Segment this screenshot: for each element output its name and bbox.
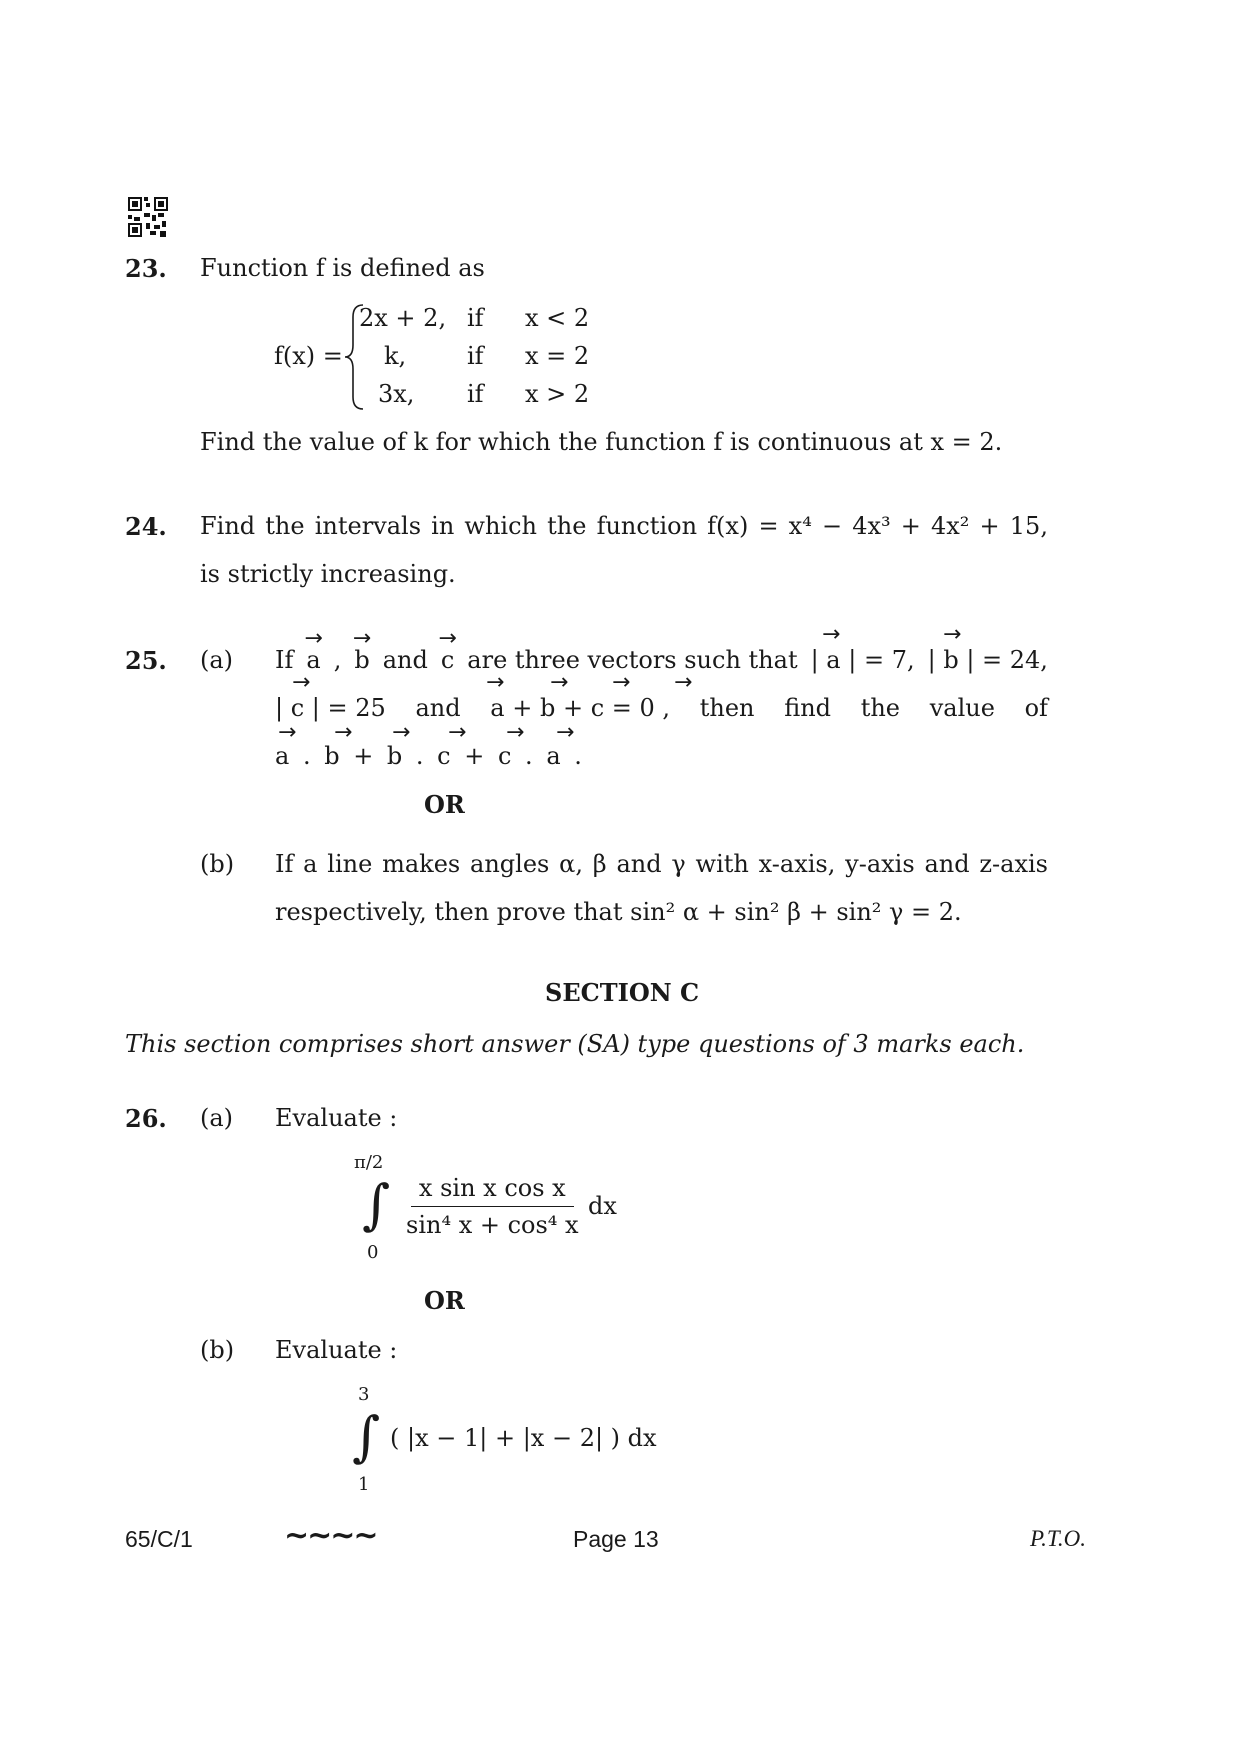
pto-label: P.T.O. — [1030, 1526, 1087, 1551]
q25a-find: find — [784, 694, 832, 722]
q25a-and-2: and — [415, 694, 461, 722]
q26b-evaluate: Evaluate : — [275, 1336, 398, 1364]
q24-word: − — [821, 512, 843, 540]
q25b-word: makes — [382, 850, 461, 878]
q25a-the: the — [860, 694, 901, 722]
arrow-over-c-icon: → — [448, 720, 467, 745]
section-c-title: SECTION C — [545, 978, 700, 1007]
q25b-line-2: respectively, then prove that sin² α + sin² β + sin² γ = 2. — [275, 898, 962, 926]
arrow-over-b-icon: → — [943, 622, 962, 647]
case-1-cond: x < 2 — [525, 304, 590, 332]
q25b-word: γ — [671, 850, 686, 878]
question-number-23: 23. — [125, 254, 167, 283]
vector-c: → c — [441, 646, 454, 674]
q25b-word: line — [327, 850, 373, 878]
q25a-rest: are three vectors such that — [467, 646, 798, 674]
q25b-word: a — [303, 850, 318, 878]
q25b-word: angles — [470, 850, 550, 878]
or-separator-26: OR — [424, 1286, 465, 1315]
vector-a: → a — [306, 646, 320, 674]
q25a-vector-sum: a + b + c = 0 , — [490, 694, 671, 722]
arrow-over-zero-icon: → — [674, 670, 693, 695]
q24-word: intervals — [314, 512, 422, 540]
q25-part-a-label: (a) — [200, 646, 234, 674]
arrow-over-a-icon: → — [486, 670, 505, 695]
q25a-abs-b: | b | = 24, — [927, 646, 1048, 674]
q23-intro: Function f is defined as — [200, 254, 485, 282]
q24-word: = — [758, 512, 779, 540]
arrow-over-b-icon: → — [392, 720, 411, 745]
q25b-word: x-axis, — [758, 850, 836, 878]
question-number-26: 26. — [125, 1104, 167, 1133]
q23-question: Find the value of k for which the function f is continuous at x = 2. — [200, 428, 1003, 456]
case-2-if: if — [467, 342, 484, 370]
q25b-word: y-axis — [845, 850, 915, 878]
paper-code: 65/C/1 — [125, 1526, 193, 1552]
q24-word: the — [265, 512, 305, 540]
qr-code — [128, 197, 168, 237]
q24-line-1 — [200, 512, 1048, 540]
case-3-cond: x > 2 — [525, 380, 590, 408]
q25b-word: z-axis — [979, 850, 1048, 878]
q24-word: x⁴ — [788, 512, 812, 540]
q26a-fraction — [398, 1174, 587, 1239]
arrow-over-b-icon: → — [550, 670, 569, 695]
q25b-word: and — [616, 850, 662, 878]
q26a-lower-limit: 0 — [367, 1242, 379, 1263]
arrow-over-c-icon: → — [292, 670, 311, 695]
q25a-and: and — [382, 646, 428, 674]
q25a-line-1 — [275, 646, 1048, 674]
case-1-expr: 2x + 2, — [359, 304, 447, 332]
tilde-ornament: ∼∼∼∼ — [284, 1518, 377, 1553]
fraction — [398, 1174, 587, 1239]
case-3-expr: 3x, — [378, 380, 415, 408]
q24-word: f(x) — [707, 512, 749, 540]
q25-part-b-label: (b) — [200, 850, 235, 878]
q26a-evaluate: Evaluate : — [275, 1104, 398, 1132]
arrow-over-c-icon: → — [506, 720, 525, 745]
q24-line-2: is strictly increasing. — [200, 560, 456, 588]
arrow-over-c-icon: → — [612, 670, 631, 695]
integral-sign-icon: ∫ — [362, 1173, 391, 1236]
q25a-line-2 — [275, 694, 1048, 722]
q25a-abs-c: | c | = 25 — [275, 694, 386, 722]
q26b-lower-limit: 1 — [358, 1474, 370, 1495]
page-number: Page 13 — [573, 1526, 659, 1552]
q25b-word: with — [695, 850, 749, 878]
q24-word: + — [979, 512, 1000, 540]
integral-sign-icon: ∫ — [352, 1405, 381, 1468]
q24-word: 4x³ — [852, 512, 891, 540]
q25a-then: then — [699, 694, 755, 722]
arrow-over-a-icon: → — [278, 720, 297, 745]
section-c-description: This section comprises short answer (SA) type questions of 3 marks each. — [125, 1030, 1025, 1058]
case-2-cond: x = 2 — [525, 342, 590, 370]
q26-part-b-label: (b) — [200, 1336, 235, 1364]
q24-word: 15, — [1009, 512, 1048, 540]
q25a-value: value — [929, 694, 995, 722]
q26b-upper-limit: 3 — [358, 1384, 370, 1405]
arrow-over-a-icon: → — [556, 720, 575, 745]
q25a-abs-a: | a | = 7, — [810, 646, 915, 674]
q26a-upper-limit: π/2 — [354, 1152, 384, 1173]
q26-part-a-label: (a) — [200, 1104, 234, 1132]
q24-word: 4x² — [930, 512, 970, 540]
arrow-over-b-icon: → — [334, 720, 353, 745]
q25b-word: β — [592, 850, 607, 878]
q25a-line-3: a . b + b . c + c . a . — [275, 742, 582, 770]
q24-word: which — [464, 512, 537, 540]
q24-word: + — [900, 512, 921, 540]
q25a-comma: , — [333, 646, 342, 674]
arrow-over-a-icon: → — [822, 622, 841, 647]
q25a-if: If — [275, 646, 294, 674]
q25a-of: of — [1024, 694, 1048, 722]
q25b-word: If — [275, 850, 294, 878]
q24-word: Find — [200, 512, 256, 540]
vector-b: → b — [354, 646, 369, 674]
q26a-dx: dx — [588, 1192, 617, 1220]
question-number-24: 24. — [125, 512, 167, 541]
case-3-if: if — [467, 380, 484, 408]
case-2-expr: k, — [384, 342, 407, 370]
fraction-denominator: sin⁴ x + cos⁴ x — [406, 1211, 579, 1239]
q25b-word: α, — [559, 850, 583, 878]
fraction-numerator: x sin x cos x — [411, 1174, 574, 1207]
q25b-line-1 — [275, 850, 1048, 878]
q24-word: function — [596, 512, 698, 540]
or-separator-25: OR — [424, 790, 465, 819]
q24-word: in — [431, 512, 455, 540]
q26b-integrand: ( |x − 1| + |x − 2| ) dx — [390, 1424, 657, 1452]
q24-word: the — [547, 512, 587, 540]
case-1-if: if — [467, 304, 484, 332]
q23-fx-label: f(x) = — [274, 342, 343, 370]
q25b-word: and — [924, 850, 970, 878]
question-number-25: 25. — [125, 646, 167, 675]
